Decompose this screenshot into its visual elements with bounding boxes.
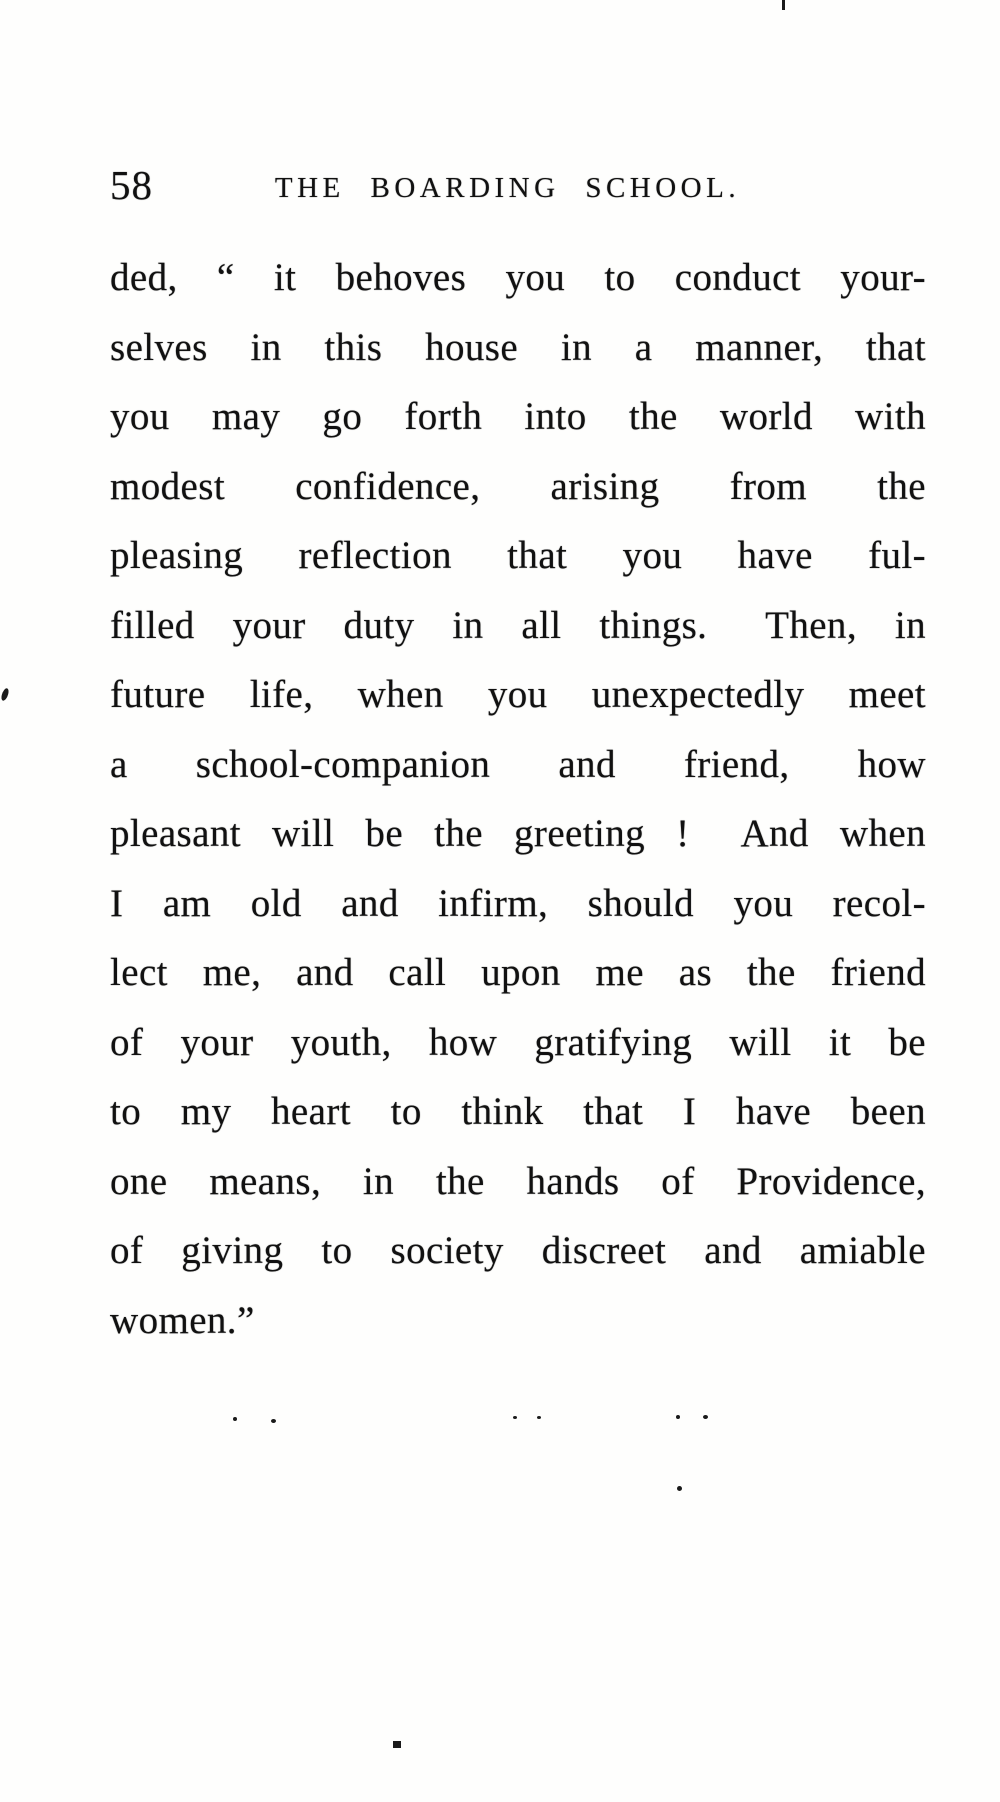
text-line: ded, “ it behoves you to conduct your-: [110, 256, 926, 299]
text-line: to my heart to think that I have been: [110, 1090, 926, 1133]
page-number: 58: [110, 162, 153, 208]
text-line: women.”: [110, 1298, 255, 1342]
running-title: THE BOARDING SCHOOL.: [274, 172, 741, 204]
text-line: pleasing reflection that you have ful-: [110, 534, 926, 577]
ink-speck: [676, 1415, 680, 1419]
ink-speck: [537, 1416, 541, 1419]
text-line: of your youth, how gratifying will it be: [110, 1020, 926, 1064]
text-line: filled your duty in all things. Then, in: [110, 603, 926, 647]
text-line: lect me, and call upon me as the friend: [110, 951, 926, 994]
ink-speck: [1, 687, 10, 701]
ink-speck: [233, 1417, 237, 1421]
body-paragraph: [110, 243, 926, 1355]
ink-speck: [393, 1741, 401, 1748]
ink-speck: [677, 1486, 682, 1491]
page-header: [110, 158, 925, 206]
text-line: I am old and infirm, should you recol-: [110, 881, 926, 925]
ink-speck: [513, 1416, 517, 1419]
text-line: one means, in the hands of Providence,: [110, 1159, 926, 1203]
ink-speck: [271, 1419, 276, 1423]
ink-speck: [703, 1415, 708, 1419]
text-line: pleasant will be the greeting ! And when: [110, 812, 926, 855]
text-line: selves in this house in a manner, that: [110, 325, 926, 369]
text-line: a school-companion and friend, how: [110, 742, 926, 786]
text-line: of giving to society discreet and amiable: [110, 1229, 926, 1272]
text-line: modest confidence, arising from the: [110, 464, 926, 508]
text-line: you may go forth into the world with: [110, 395, 926, 438]
text-line: future life, when you unexpectedly meet: [110, 673, 926, 716]
ink-speck: [782, 0, 785, 10]
